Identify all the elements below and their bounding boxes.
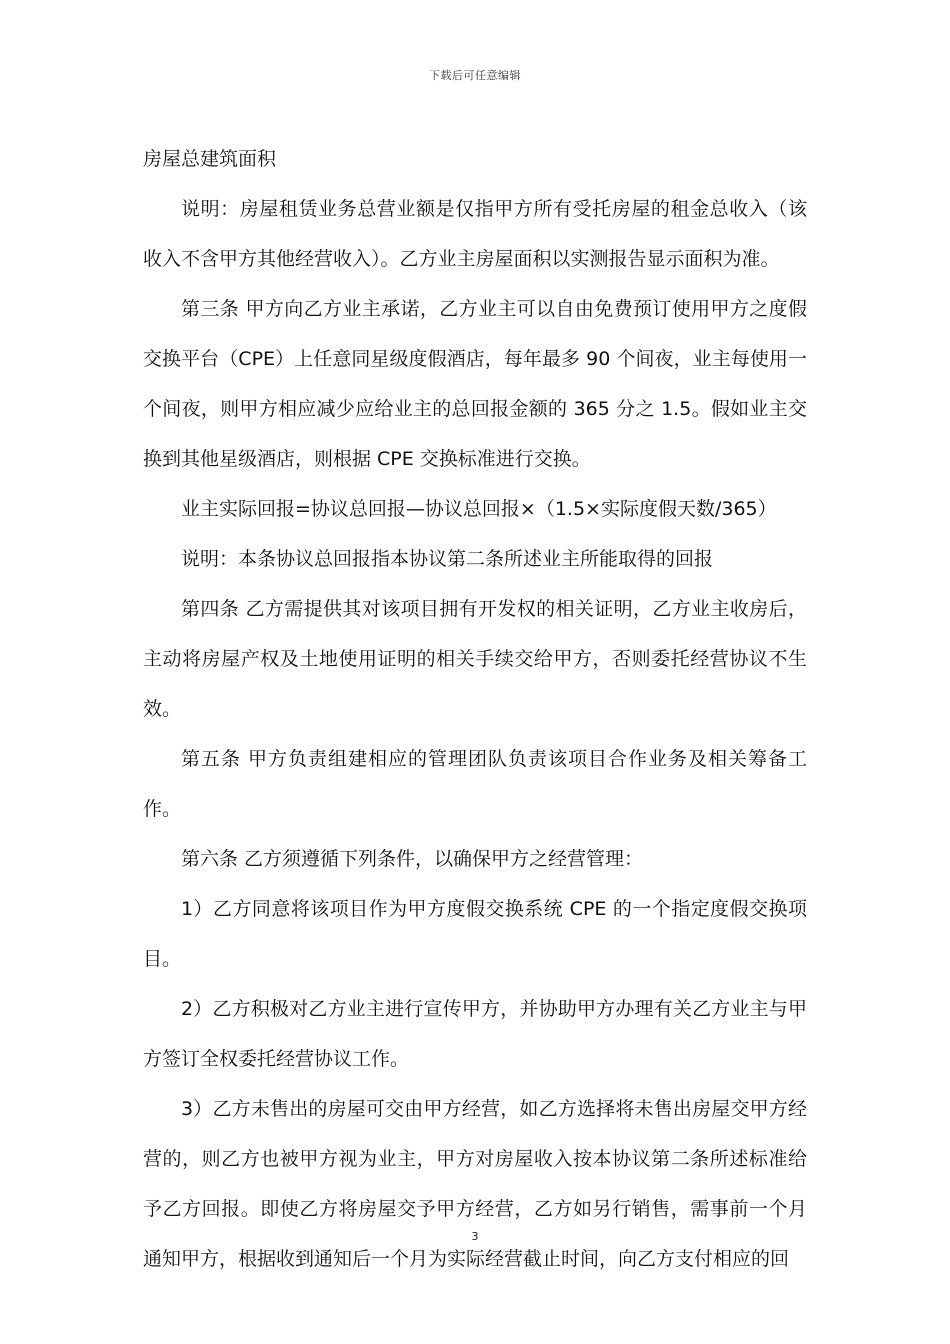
paragraph-condition-2: 2）乙方积极对乙方业主进行宣传甲方，并协助甲方办理有关乙方业主与甲方签订全权委托经营协议工作。 [143,998,807,1070]
paragraph-explanation-return: 说明：本条协议总回报指本协议第二条所述业主所能取得的回报 [181,548,714,570]
document-body [143,134,807,1284]
paragraph-condition-1: 1）乙方同意将该项目作为甲方度假交换系统 CPE 的一个指定度假交换项目。 [143,898,807,970]
paragraph-article-three: 第三条 甲方向乙方业主承诺，乙方业主可以自由免费预订使用甲方之度假交换平台（CPE）上任意同星级度假酒店，每年最多 90 个间夜，业主每使用一个间夜，则甲方相应减少应给业主的总回报金额的 365 分之 1.5。假如业主交换到其他星级酒店，则根据 CPE 交换标准进行交换。 [143,298,807,470]
paragraph-article-four: 第四条 乙方需提供其对该项目拥有开发权的相关证明，乙方业主收房后，主动将房屋产权及土地使用证明的相关手续交给甲方，否则委托经营协议不生效。 [143,598,807,720]
page-number: 3 [471,1230,479,1243]
paragraph-article-six: 第六条 乙方须遵循下列条件，以确保甲方之经营管理： [181,848,644,870]
paragraph-explanation-revenue: 说明：房屋租赁业务总营业额是仅指甲方所有受托房屋的租金总收入（该收入不含甲方其他经营收入）。乙方业主房屋面积以实测报告显示面积为准。 [143,198,807,270]
paragraph-area-heading: 房屋总建筑面积 [143,148,277,170]
paragraph-return-formula: 业主实际回报=协议总回报—协议总回报×（1.5×实际度假天数/365） [181,498,777,520]
paragraph-condition-3: 3）乙方未售出的房屋可交由甲方经营，如乙方选择将未售出房屋交甲方经营的，则乙方也被甲方视为业主，甲方对房屋收入按本协议第二条所述标准给予乙方回报。即使乙方将房屋交予甲方经营，乙方如另行销售，需事前一个月通知甲方，根据收到通知后一个月为实际经营截止时间，向乙方支付相应的回 [143,1098,807,1270]
paragraph-article-five: 第五条 甲方负责组建相应的管理团队负责该项目合作业务及相关筹备工作。 [143,748,807,820]
header-note: 下载后可任意编辑 [429,69,521,82]
